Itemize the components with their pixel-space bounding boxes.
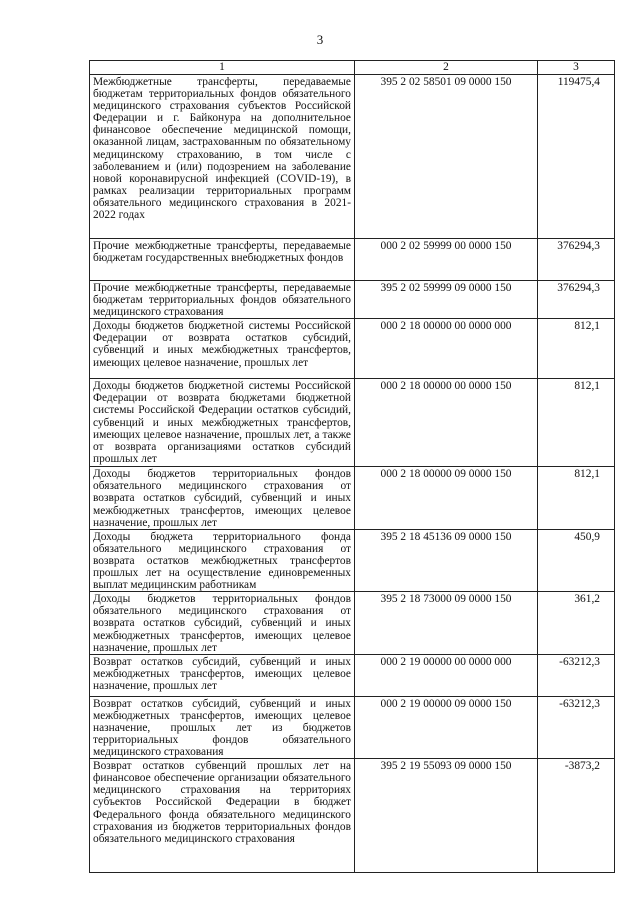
row-code: 000 2 19 00000 00 0000 000 [355,654,538,696]
row-amount: 119475,4 [538,75,615,239]
table-row [90,759,615,873]
row-description: Доходы бюджетов бюджетной системы Российской Федерации от возврата остатков субсидий, субвенций и иных межбюджетных трансфертов, имеющих целевое назначение, прошлых лет [90,319,355,379]
row-amount: 812,1 [538,379,615,467]
row-amount: 376294,3 [538,281,615,319]
row-amount: 812,1 [538,467,615,529]
row-amount: 812,1 [538,319,615,379]
column-header: 2 [355,61,538,75]
table-row [90,379,615,467]
row-code: 000 2 18 00000 00 0000 150 [355,379,538,467]
table-header-row [90,61,615,75]
table-row [90,239,615,281]
row-amount: 450,9 [538,529,615,591]
row-description: Прочие межбюджетные трансферты, передаваемые бюджетам территориальных фондов обязательного медицинского страхования [90,281,355,319]
row-description: Возврат остатков субсидий, субвенций и иных межбюджетных трансфертов, имеющих целевое назначение, прошлых лет [90,654,355,696]
row-description: Межбюджетные трансферты, передаваемые бюджетам территориальных фондов обязательного медицинского страхования субъектов Российской Федерации и г. Байконура на дополнительное финансовое обеспечение медицинской помощи, оказанной лицам, застрахованным по обязательному медицинскому страхованию, в том числе с заболеванием и (или) подозрением на заболевание новой коронавирусной инфекцией (COVID-19), в рамках реализации территориальных программ обязательного медицинского страхования в 2021-2022 годах [90,75,355,239]
row-amount: -63212,3 [538,654,615,696]
table-row [90,654,615,696]
row-amount: 361,2 [538,592,615,654]
table-row [90,529,615,591]
row-description: Доходы бюджетов территориальных фондов обязательного медицинского страхования от возврата остатков субсидий, субвенций и иных межбюджетных трансфертов, имеющих целевое назначение, прошлых лет [90,592,355,654]
row-code: 395 2 18 45136 09 0000 150 [355,529,538,591]
row-description: Доходы бюджета территориального фонда обязательного медицинского страхования от возврата остатков межбюджетных трансфертов прошлых лет на осуществление единовременных выплат медицинским работникам [90,529,355,591]
budget-table [89,60,615,873]
row-code: 395 2 02 59999 09 0000 150 [355,281,538,319]
row-code: 000 2 18 00000 00 0000 000 [355,319,538,379]
table-row [90,696,615,758]
row-code: 395 2 19 55093 09 0000 150 [355,759,538,873]
row-description: Прочие межбюджетные трансферты, передаваемые бюджетам государственных внебюджетных фондов [90,239,355,281]
row-amount: -63212,3 [538,696,615,758]
row-description: Возврат остатков субвенций прошлых лет на финансовое обеспечение организации обязательного медицинского страхования на территориях субъектов Российской Федерации в бюджет Федерального фонда обязательного медицинского страхования из бюджетов территориальных фондов обязательного медицинского страхования [90,759,355,873]
column-header: 1 [90,61,355,75]
table-row [90,592,615,654]
column-header: 3 [538,61,615,75]
row-description: Возврат остатков субсидий, субвенций и иных межбюджетных трансфертов, имеющих целевое назначение, прошлых лет из бюджетов территориальных фондов обязательного медицинского страхования [90,696,355,758]
row-code: 000 2 19 00000 09 0000 150 [355,696,538,758]
row-amount: 376294,3 [538,239,615,281]
row-code: 000 2 18 00000 09 0000 150 [355,467,538,529]
row-description: Доходы бюджетов бюджетной системы Российской Федерации от возврата бюджетами бюджетной системы Российской Федерации остатков субсидий, субвенций и иных межбюджетных трансфертов, имеющих целевое назначение, прошлых лет, а также от возврата организациями остатков субсидий прошлых лет [90,379,355,467]
row-code: 395 2 18 73000 09 0000 150 [355,592,538,654]
row-code: 000 2 02 59999 00 0000 150 [355,239,538,281]
table-row [90,281,615,319]
table-row [90,75,615,239]
table-row [90,467,615,529]
row-description: Доходы бюджетов территориальных фондов обязательного медицинского страхования от возврата остатков субсидий, субвенций и иных межбюджетных трансфертов, имеющих целевое назначение, прошлых лет [90,467,355,529]
row-amount: -3873,2 [538,759,615,873]
table-row [90,319,615,379]
row-code: 395 2 02 58501 09 0000 150 [355,75,538,239]
page-number: 3 [316,32,324,47]
